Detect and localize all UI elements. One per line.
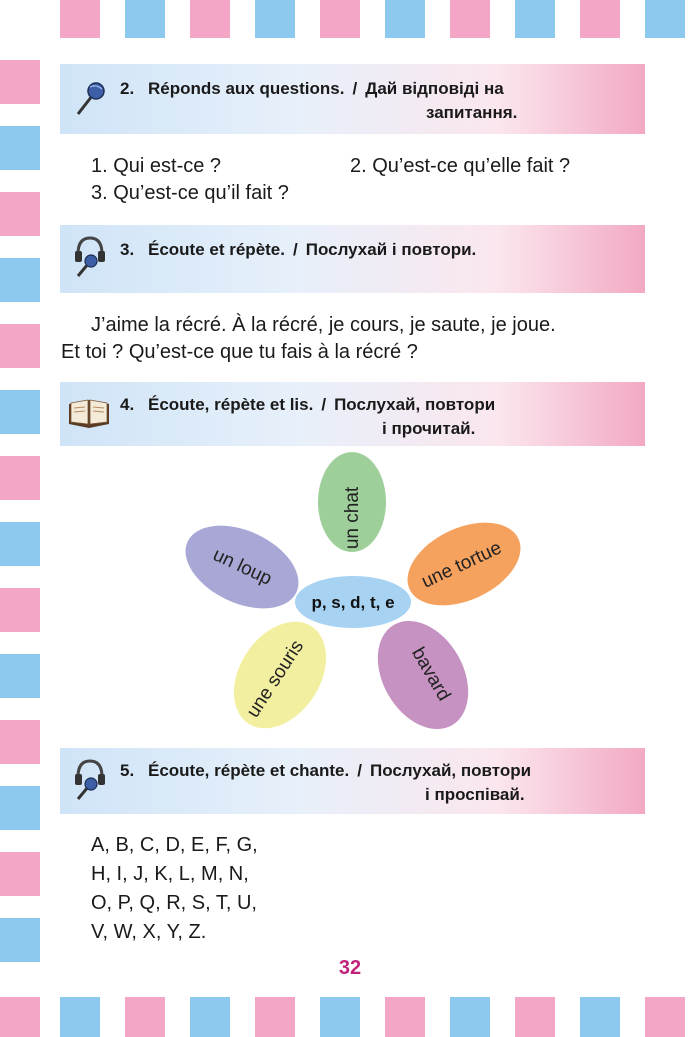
task5-title-ua-line2: і проспівай. xyxy=(425,785,525,804)
alphabet-line-1: A, B, C, D, E, F, G, xyxy=(91,834,258,856)
left-border xyxy=(0,60,40,990)
headphones-microphone-icon xyxy=(72,233,108,279)
task4-number: 4. xyxy=(120,395,135,414)
top-border xyxy=(0,0,700,38)
task2-title-fr: Réponds aux questions. xyxy=(148,79,345,98)
task2-number: 2. xyxy=(120,79,135,98)
task2-separator: / xyxy=(352,79,358,98)
alphabet-line-4: V, W, X, Y, Z. xyxy=(91,921,207,943)
task3-text-line1: J’aime la récré. À la récré, je cours, je saute, je joue. xyxy=(91,314,556,336)
task2-question-2: 2. Qu’est-ce qu’elle fait ? xyxy=(350,155,571,177)
task2-title-ua-line1: Дай відповіді на xyxy=(365,79,504,98)
petal-label-bavard: bavard xyxy=(407,643,455,705)
task2-title xyxy=(120,77,504,101)
task5-number: 5. xyxy=(120,761,135,780)
syllable-flower xyxy=(160,446,540,736)
task3-separator: / xyxy=(293,240,298,259)
task2-question-3: 3. Qu’est-ce qu’il fait ? xyxy=(91,182,289,204)
petal-une-tortue xyxy=(394,506,533,622)
microphone-icon xyxy=(72,78,108,118)
alphabet-line-3: O, P, Q, R, S, T, U, xyxy=(91,892,257,914)
task5-title-fr: Écoute, répète et chante. xyxy=(148,761,350,780)
task4-title-ua-line2: і прочитай. xyxy=(382,419,476,438)
task3-title-fr: Écoute et répète. xyxy=(148,240,285,259)
flower-center xyxy=(295,576,411,628)
headphones-microphone-icon xyxy=(72,756,108,802)
task4-title-ua-line1: Послухай, повтори xyxy=(334,395,496,414)
flower-center-label: p, s, d, t, e xyxy=(311,593,395,612)
alphabet-line-2: H, I, J, K, L, M, N, xyxy=(91,863,249,885)
petal-label-un-loup: un loup xyxy=(209,544,276,590)
task3-title-ua: Послухай і повтори. xyxy=(305,240,477,259)
petal-label-un-chat: un chat xyxy=(342,486,363,550)
task5-title xyxy=(120,759,531,783)
task5-title-ua-line1: Послухай, повтори xyxy=(369,761,532,780)
page-number: 32 xyxy=(338,957,362,979)
petal-label-une-tortue: une tortue xyxy=(418,537,505,593)
task4-title-fr: Écoute, répète et lis. xyxy=(148,395,314,414)
bottom-border xyxy=(0,997,700,1037)
petal-un-loup xyxy=(172,509,311,625)
task2-header xyxy=(60,64,645,134)
petal-label-une-souris: une souris xyxy=(242,636,309,722)
task5-separator: / xyxy=(357,761,362,780)
task3-text-line2: Et toi ? Qu’est-ce que tu fais à la récré ? xyxy=(61,341,418,363)
task3-title xyxy=(120,238,476,262)
task2-question-1: 1. Qui est-ce ? xyxy=(91,155,222,177)
task5-header xyxy=(60,748,645,814)
task4-header xyxy=(60,382,645,446)
petal-un-chat xyxy=(318,452,386,552)
book-icon xyxy=(66,394,112,430)
task2-title-ua-line2: запитання. xyxy=(426,103,518,122)
task3-header xyxy=(60,225,645,293)
task4-title xyxy=(120,393,495,417)
task3-number: 3. xyxy=(120,240,135,259)
task4-separator: / xyxy=(321,395,327,414)
